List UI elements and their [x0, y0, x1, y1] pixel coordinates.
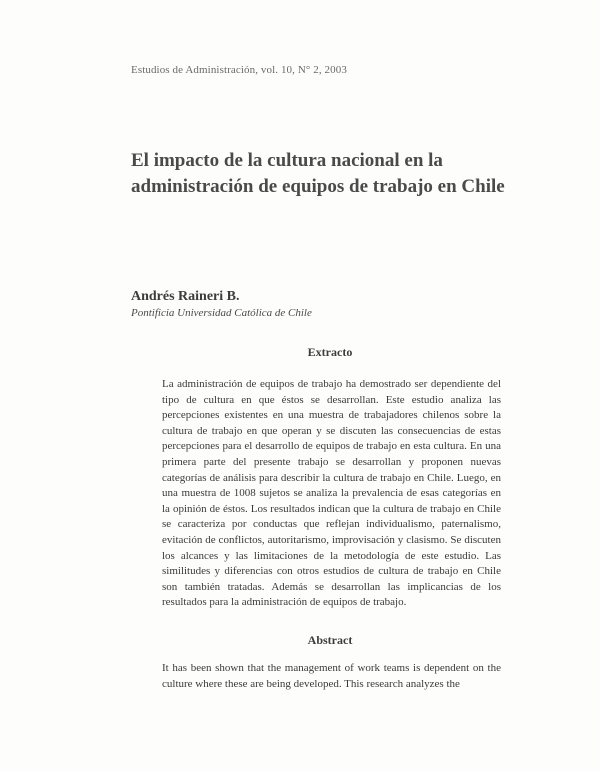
- author-affiliation: Pontificia Universidad Católica de Chile: [131, 307, 312, 319]
- abstract-heading: Abstract: [307, 633, 353, 647]
- article-title: El impacto de la cultura nacional en la administración de equipos de trabajo en Chile: [131, 150, 505, 197]
- abstract-paragraph: It has been shown that the management of work teams is dependent on the culture where these are being developed. This research analyzes the: [162, 662, 501, 690]
- running-header: Estudios de Administración, vol. 10, N° 2, 2003: [131, 64, 347, 76]
- author-name: Andrés Raineri B.: [131, 289, 240, 304]
- extracto-paragraph: La administración de equipos de trabajo ha demostrado ser dependiente del tipo de cultura en que éstos se desarrollan. Este estudio analiza las percepciones existentes en una muestra de trabajadores chilenos sobre la cultura de trabajo en que operan y se discuten las consecuencias de estas percepciones para el desarrollo de equipos de trabajo en esta cultura. En una primera parte del presente trabajo se desarrollan y proponen nuevas categorías de análisis para describir la cultura de trabajo en Chile. Luego, en una muestra de 1008 sujetos se analiza la prevalencia de esas categorías en la opinión de éstos. Los resultados indican que la cultura de trabajo en Chile se caracteriza por conductas que reflejan individualismo, paternalismo, evitación de conflictos, autoritarismo, improvisación y clasismo. Se discuten los alcances y las limitaciones de la metodología de este estudio. Las similitudes y diferencias con otros estudios de cultura de trabajo en Chile son también tratadas. Además se desarrollan las implicancias de los resultados para la administración de equipos de trabajo.: [162, 378, 501, 609]
- extracto-heading: Extracto: [307, 345, 353, 359]
